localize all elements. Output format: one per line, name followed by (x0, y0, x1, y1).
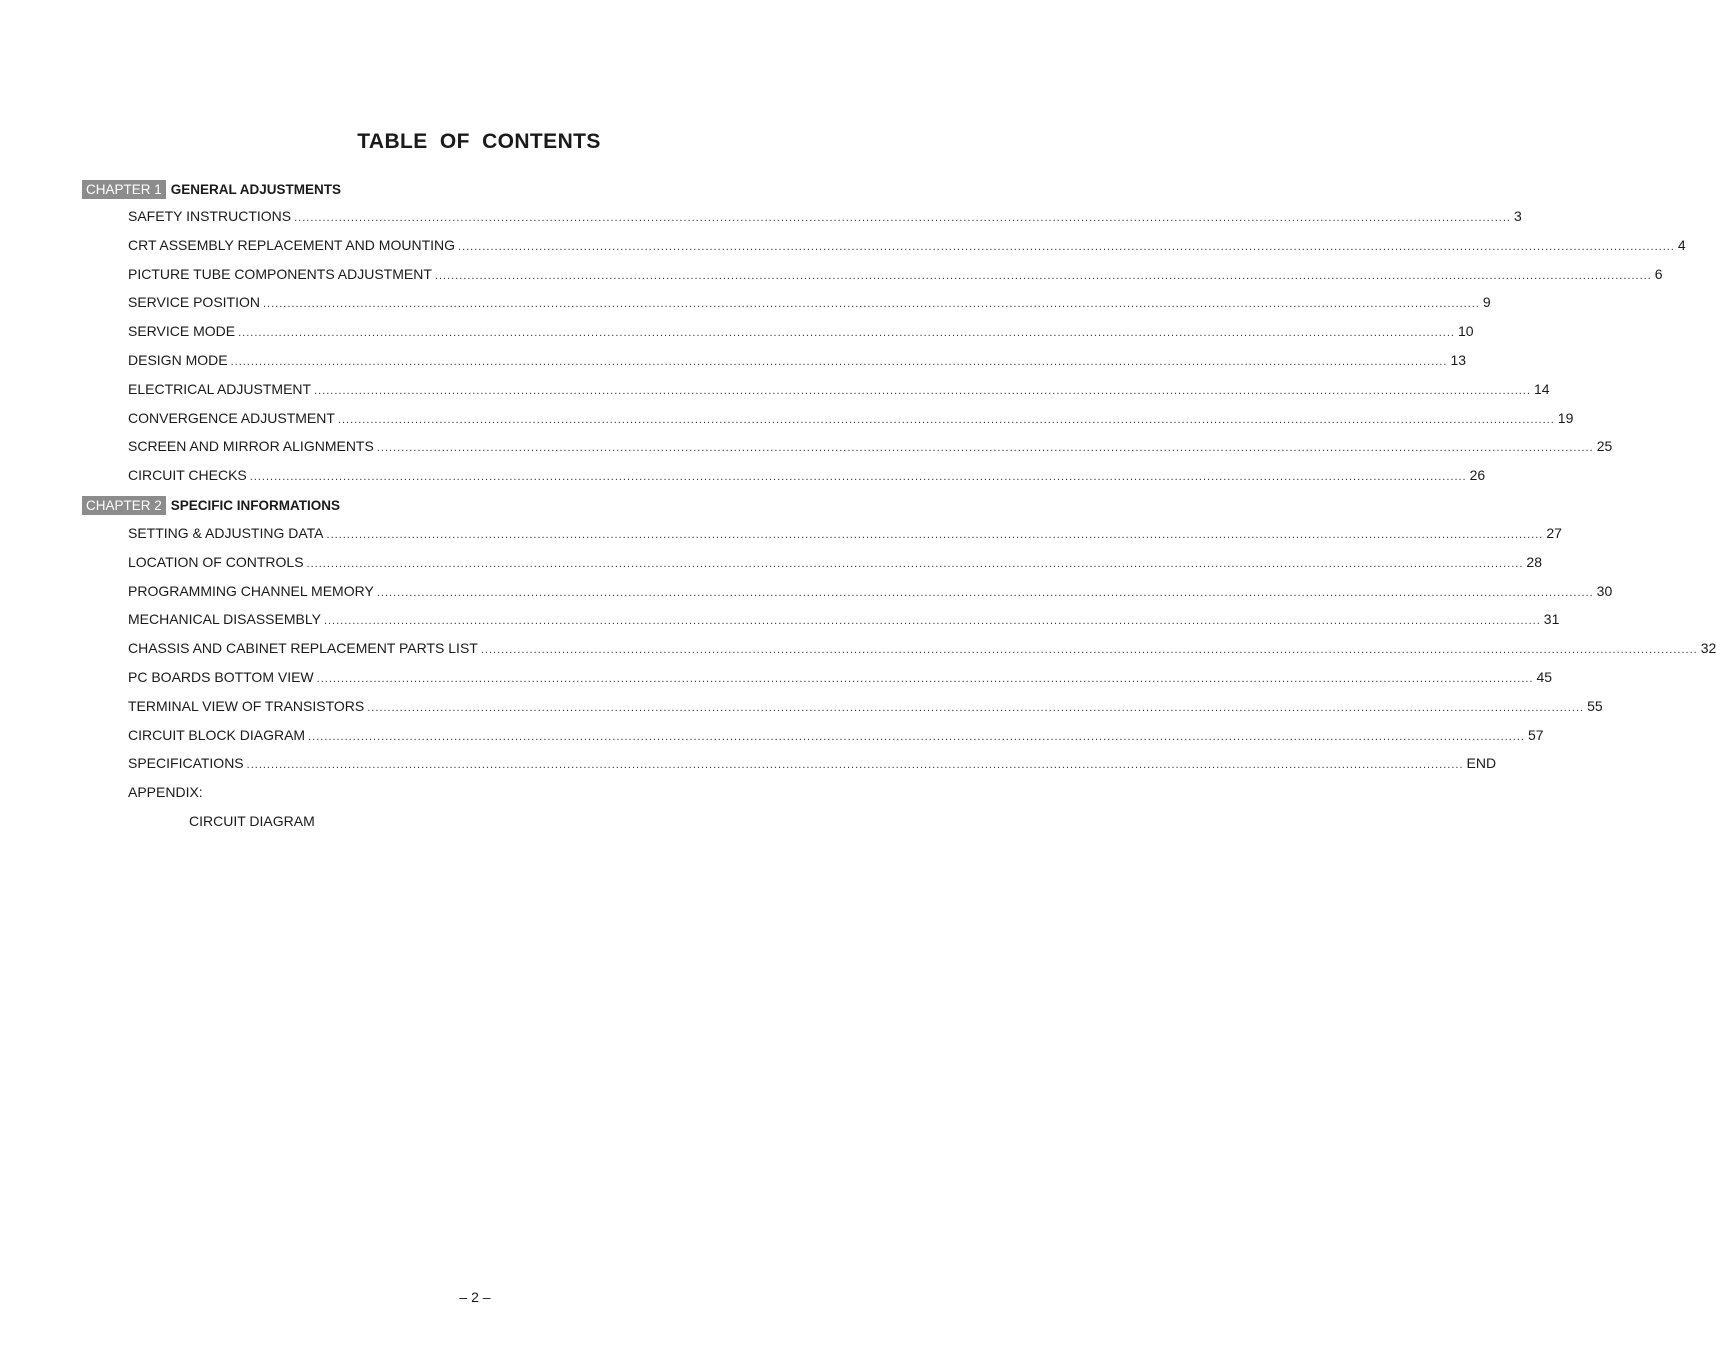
toc-entry-page: 9 (1482, 294, 1491, 311)
toc-entry (128, 265, 1663, 295)
toc-entry (128, 294, 1491, 323)
appendix-item: CIRCUIT DIAGRAM (189, 812, 315, 829)
toc-entry (128, 438, 1613, 467)
dot-leader: ............................................................................................................................................................................................................................................................................................................ (230, 355, 1448, 368)
toc-entry-title: PICTURE TUBE COMPONENTS ADJUSTMENT (128, 265, 432, 282)
toc-entry-page: 57 (1527, 726, 1544, 743)
toc-entry-title: CIRCUIT BLOCK DIAGRAM (128, 726, 306, 743)
dot-leader: ............................................................................................................................................................................................................................................................................................................ (249, 471, 1467, 484)
toc-entry (128, 553, 1542, 583)
dot-leader: ............................................................................................................................................................................................................................................................................................................ (458, 240, 1675, 253)
toc-entry-page: 14 (1533, 380, 1550, 397)
toc-entry-page: 19 (1557, 409, 1574, 426)
chapter-heading (82, 496, 852, 516)
toc-entry-title: TERMINAL VIEW OF TRANSISTORS (128, 697, 365, 714)
toc-entry-page: 13 (1450, 351, 1467, 368)
toc-entry-title: DESIGN MODE (128, 351, 228, 368)
toc-entry (128, 236, 1686, 266)
toc-entry-title: CHASSIS AND CABINET REPLACEMENT PARTS LIST (128, 640, 478, 657)
dot-leader: ............................................................................................................................................................................................................................................................................................................ (434, 269, 1652, 282)
toc-entry (128, 409, 1574, 439)
toc-entry-title: CIRCUIT CHECKS (128, 467, 247, 484)
toc-entry-page: 32 (1700, 640, 1716, 657)
toc-entry-title: PC BOARDS BOTTOM VIEW (128, 668, 314, 685)
page-title: TABLE OF CONTENTS (357, 130, 601, 153)
dot-leader: ............................................................................................................................................................................................................................................................................................................ (263, 298, 1480, 311)
toc-entry (128, 208, 1522, 237)
chapter-1-entries (82, 208, 1686, 496)
toc-entry-title: CRT ASSEMBLY REPLACEMENT AND MOUNTING (128, 236, 456, 253)
dot-leader: ............................................................................................................................................................................................................................................................................................................ (314, 384, 1531, 397)
toc-entry (128, 323, 1474, 352)
toc-entry-page: 10 (1457, 323, 1474, 340)
toc-entry (128, 726, 1544, 756)
toc-entry-page: 27 (1546, 524, 1562, 541)
toc-entry (128, 380, 1550, 410)
toc-entry (128, 640, 1716, 669)
toc-entry-page: 55 (1587, 697, 1603, 714)
dot-leader: ............................................................................................................................................................................................................................................................................................................ (246, 759, 1464, 772)
chapter-2-entries (82, 524, 1716, 784)
appendix-label: APPENDIX: (128, 784, 203, 801)
toc-entry (128, 697, 1603, 727)
toc-entry-title: SPECIFICATIONS (128, 755, 244, 772)
chapter-title: SPECIFIC INFORMATIONS (170, 498, 341, 514)
dot-leader: ............................................................................................................................................................................................................................................................................................................ (367, 701, 1585, 714)
toc-entry-page: 3 (1513, 208, 1522, 224)
dot-leader: ............................................................................................................................................................................................................................................................................................................ (480, 644, 1698, 657)
dot-leader: ............................................................................................................................................................................................................................................................................................................ (323, 615, 1541, 628)
toc-entry-title: SCREEN AND MIRROR ALIGNMENTS (128, 438, 374, 455)
toc-entry-page: 26 (1469, 467, 1486, 484)
dot-leader: ............................................................................................................................................................................................................................................................................................................ (316, 672, 1534, 685)
toc-entry-title: PROGRAMMING CHANNEL MEMORY (128, 582, 374, 599)
toc-entry (128, 755, 1497, 784)
toc-entry-title: CONVERGENCE ADJUSTMENT (128, 409, 335, 426)
chapter-title: GENERAL ADJUSTMENTS (170, 181, 342, 197)
dot-leader: ............................................................................................................................................................................................................................................................................................................ (306, 557, 1524, 570)
chapter-heading (82, 179, 852, 199)
toc-entry-title: SERVICE MODE (128, 323, 236, 340)
toc-entry-page: 45 (1536, 668, 1553, 685)
toc-entry-page: 4 (1677, 236, 1686, 253)
toc-entry (128, 668, 1553, 698)
toc-entry-title: LOCATION OF CONTROLS (128, 553, 304, 570)
toc-entry-title: SERVICE POSITION (128, 294, 260, 311)
toc-entry-page: 25 (1596, 438, 1613, 455)
dot-leader: ............................................................................................................................................................................................................................................................................................................ (238, 327, 1455, 340)
toc-entry-page: END (1466, 755, 1497, 772)
toc-entry-title: ELECTRICAL ADJUSTMENT (128, 380, 312, 397)
toc-entry (128, 351, 1467, 381)
toc-entry (128, 582, 1613, 612)
chapter-badge: CHAPTER 2 (82, 496, 166, 515)
chapter-badge: CHAPTER 1 (82, 180, 166, 199)
dot-leader: ............................................................................................................................................................................................................................................................................................................ (337, 413, 1555, 426)
table-of-contents (82, 179, 1716, 842)
dot-leader: ............................................................................................................................................................................................................................................................................................................ (376, 442, 1594, 455)
toc-entry-title: SETTING & ADJUSTING DATA (128, 524, 324, 541)
toc-entry (128, 467, 1486, 496)
toc-entry-page: 30 (1596, 582, 1613, 599)
toc-entry (128, 611, 1560, 640)
toc-entry-page: 6 (1654, 265, 1663, 282)
page-number: – 2 – (459, 1289, 491, 1305)
toc-entry-page: 28 (1526, 553, 1542, 570)
toc-entry (128, 524, 1562, 554)
dot-leader: ............................................................................................................................................................................................................................................................................................................ (294, 212, 1511, 224)
dot-leader: ............................................................................................................................................................................................................................................................................................................ (376, 586, 1594, 599)
toc-entry-page: 31 (1543, 611, 1560, 628)
dot-leader: ............................................................................................................................................................................................................................................................................................................ (308, 730, 1525, 743)
dot-leader: ............................................................................................................................................................................................................................................................................................................ (326, 528, 1544, 541)
toc-entry-title: SAFETY INSTRUCTIONS (128, 208, 292, 224)
toc-entry-title: MECHANICAL DISASSEMBLY (128, 611, 321, 628)
